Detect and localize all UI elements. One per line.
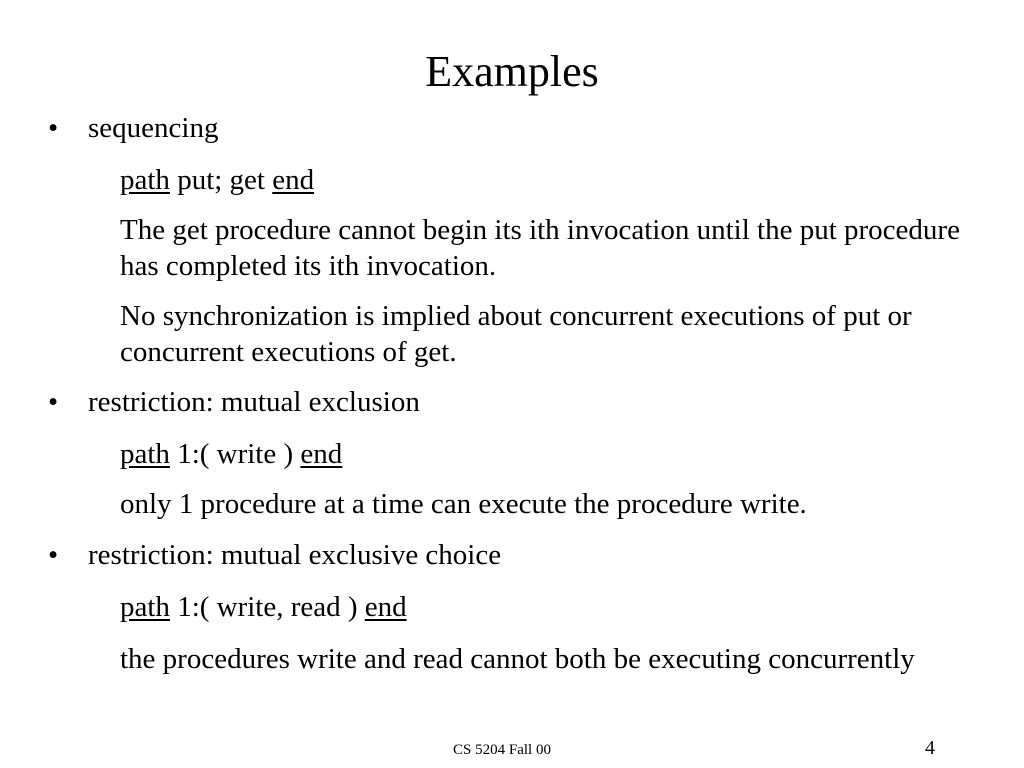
- end-keyword: end: [300, 438, 343, 470]
- path-keyword: path: [120, 164, 170, 196]
- bullet-dot: •: [48, 112, 59, 144]
- mutual-exclusion-explanation: only 1 procedure at a time can execute the procedure write.: [120, 488, 807, 520]
- end-keyword: end: [272, 164, 315, 196]
- path-body: 1:( write, read ): [177, 591, 358, 623]
- sequencing-explanation-1: The get procedure cannot begin its ith invocation until the put procedure has completed its ith invocation.: [120, 214, 960, 282]
- end-keyword: end: [364, 591, 407, 623]
- bullet-label: restriction: mutual exclusive choice: [88, 539, 502, 571]
- path-keyword: path: [120, 591, 170, 623]
- bullet-label: restriction: mutual exclusion: [88, 386, 420, 418]
- path-body: 1:( write ): [177, 438, 294, 470]
- page-number: 4: [925, 737, 935, 759]
- path-keyword: path: [120, 438, 170, 470]
- bullet-dot: •: [48, 539, 59, 571]
- path-expression-mutual-exclusive-choice: [120, 589, 980, 625]
- path-body: put; get: [177, 164, 265, 196]
- sequencing-explanation-2: No synchronization is implied about concurrent executions of put or concurrent executions of get.: [120, 300, 912, 368]
- path-expression-mutual-exclusion: [120, 436, 980, 472]
- slide-title: Examples: [425, 47, 599, 96]
- bullet-dot: •: [48, 386, 59, 418]
- path-expression-sequencing: [120, 162, 980, 198]
- bullet-label: sequencing: [88, 112, 219, 144]
- footer-course: CS 5204 Fall 00: [453, 742, 551, 758]
- mutual-exclusive-choice-explanation: the procedures write and read cannot both be executing concurrently: [120, 643, 915, 675]
